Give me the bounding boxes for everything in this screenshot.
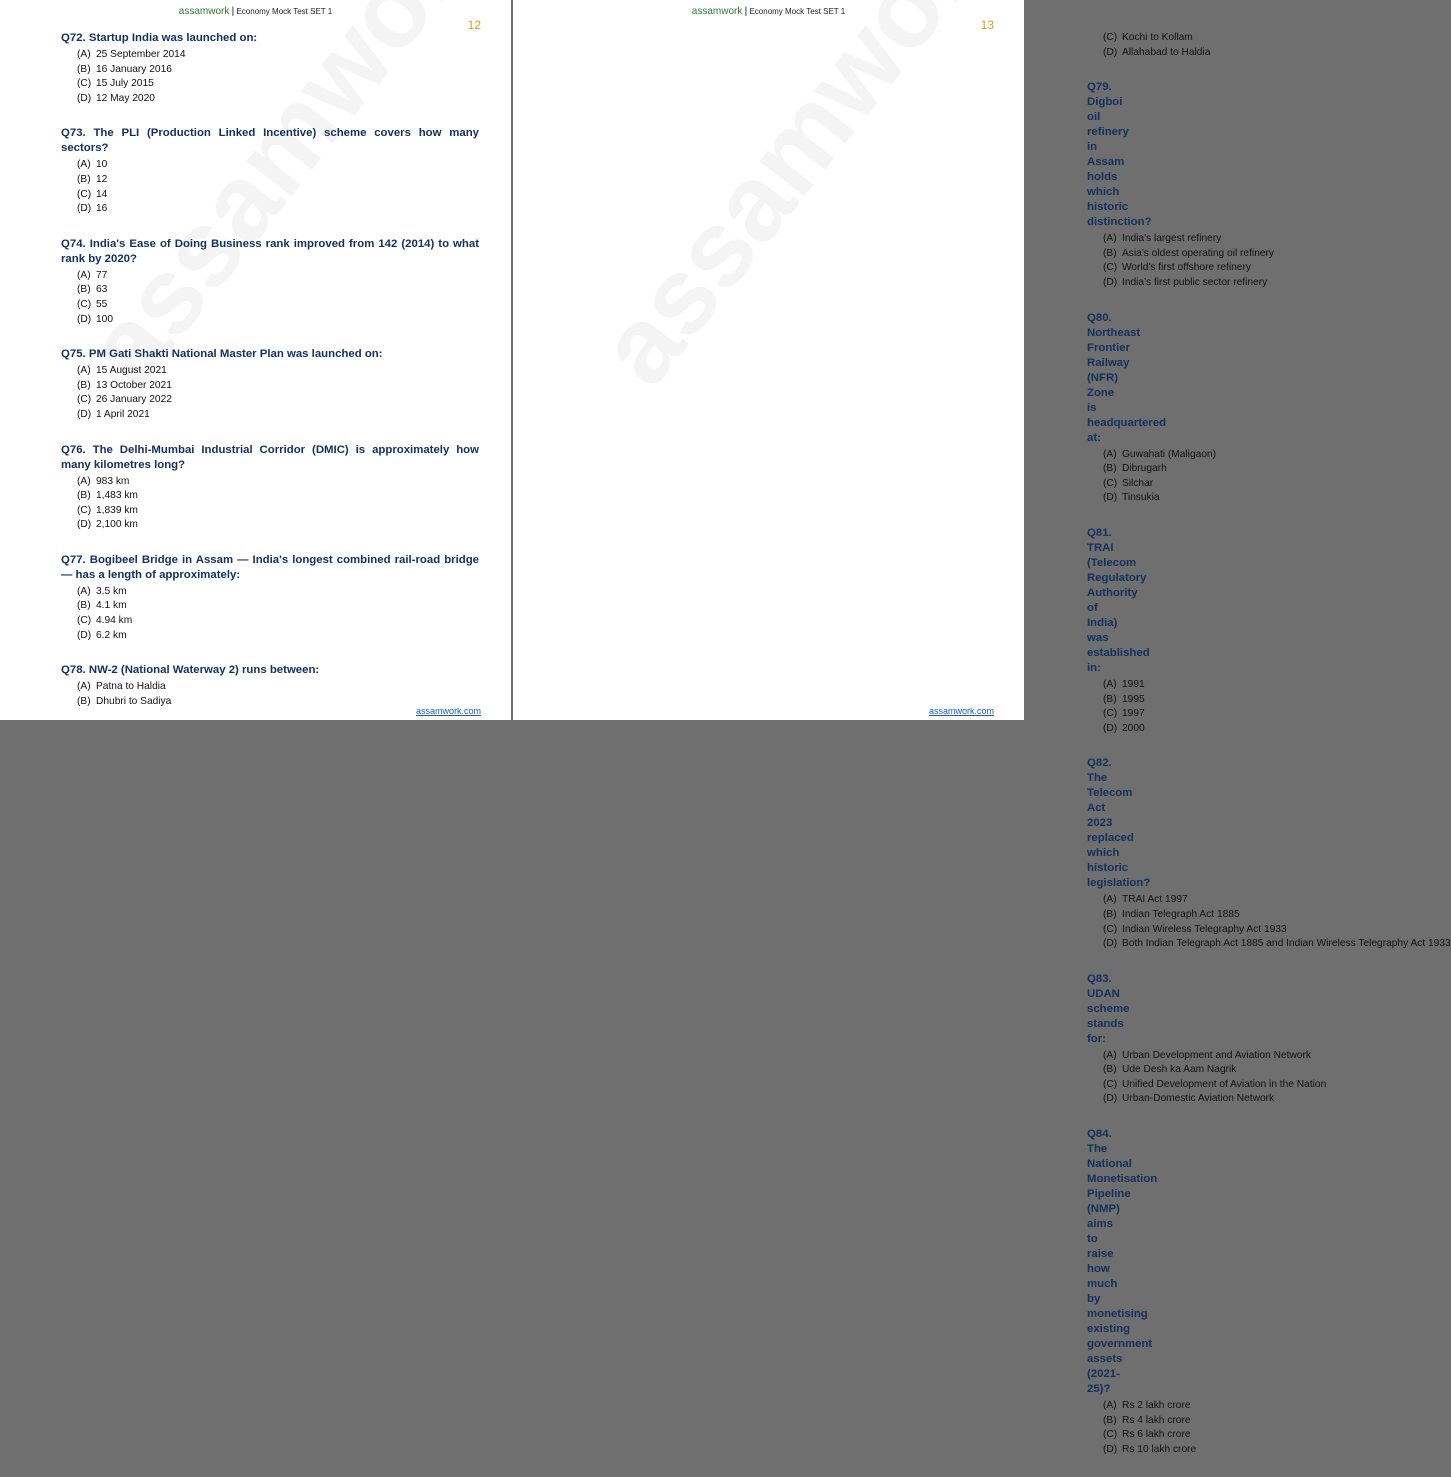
option-letter: (A) xyxy=(77,49,91,60)
option-letter: (D) xyxy=(77,313,92,325)
option-item[interactable] xyxy=(77,408,479,423)
question-block xyxy=(61,443,479,533)
footer-link[interactable]: assamwork.com xyxy=(415,706,481,716)
question-block xyxy=(61,663,479,709)
option-letter: (A) xyxy=(77,681,91,693)
option-letter: (B) xyxy=(1103,693,1117,705)
option-item[interactable] xyxy=(77,269,479,284)
option-text: 983 km xyxy=(96,475,130,487)
option-letter: (A) xyxy=(1103,1049,1117,1061)
option-text: Ude Desh ka Aam Nagrik xyxy=(1122,1064,1237,1076)
option-text: Dibrugarh xyxy=(1122,463,1167,475)
question-text: Q74. India's Ease of Doing Business rank improved from 142 (2014) to what rank by 2020? xyxy=(61,237,479,265)
option-item[interactable] xyxy=(77,518,479,533)
option-text: 26 January 2022 xyxy=(96,394,172,406)
page-header xyxy=(513,6,1024,17)
option-item[interactable] xyxy=(77,475,479,490)
option-letter: (D) xyxy=(77,629,92,641)
option-text: 100 xyxy=(96,313,113,325)
option-text: 2000 xyxy=(1122,722,1145,734)
header-subtitle: Economy Mock Test SET 1 xyxy=(749,7,846,16)
option-letter: (D) xyxy=(1103,938,1118,950)
option-text: Silchar xyxy=(1122,477,1154,489)
option-text: 25 September 2014 xyxy=(96,49,186,60)
option-text: 6.2 km xyxy=(96,629,127,641)
option-text: 2,100 km xyxy=(96,519,138,531)
option-letter: (B) xyxy=(77,695,91,707)
option-text: Guwahati (Maligaon) xyxy=(1122,448,1216,460)
option-text: 1997 xyxy=(1122,708,1145,720)
option-item[interactable] xyxy=(77,202,479,217)
option-letter: (A) xyxy=(1103,448,1117,460)
question-block xyxy=(61,553,479,643)
option-letter: (A) xyxy=(1103,894,1117,906)
option-letter: (C) xyxy=(77,504,92,516)
option-letter: (D) xyxy=(1103,1443,1118,1455)
option-letter: (C) xyxy=(77,394,92,406)
option-letter: (A) xyxy=(1103,678,1117,690)
option-letter: (A) xyxy=(77,365,91,377)
option-list xyxy=(61,48,479,106)
option-text: 3.5 km xyxy=(96,585,127,597)
option-item[interactable] xyxy=(77,489,479,504)
option-letter: (C) xyxy=(1103,1078,1118,1090)
question-text: Q77. Bogibeel Bridge in Assam — India's longest combined rail-road bridge — has a length of approximately: xyxy=(61,553,479,581)
option-item[interactable] xyxy=(77,393,479,408)
option-text: 1991 xyxy=(1122,678,1145,690)
option-letter: (C) xyxy=(77,78,92,90)
question-text: Q73. The PLI (Production Linked Incentive) scheme covers how many sectors? xyxy=(61,127,479,155)
option-item[interactable] xyxy=(77,614,479,629)
option-item[interactable] xyxy=(77,313,479,328)
option-text: Urban Development and Aviation Network xyxy=(1122,1049,1311,1061)
option-letter: (C) xyxy=(1103,262,1118,274)
option-text: 10 xyxy=(96,159,108,171)
watermark xyxy=(573,0,1034,407)
option-text: TRAI Act 1997 xyxy=(1122,894,1188,906)
option-text: 13 October 2021 xyxy=(96,379,172,391)
option-text: 63 xyxy=(96,284,108,296)
option-item[interactable] xyxy=(77,629,479,644)
footer-link[interactable]: assamwork.com xyxy=(928,706,994,716)
option-item[interactable] xyxy=(77,379,479,394)
option-letter: (B) xyxy=(1103,1414,1117,1426)
page-number: 12 xyxy=(467,18,481,32)
option-letter: (A) xyxy=(77,475,91,487)
option-letter: (C) xyxy=(1103,32,1118,43)
option-letter: (C) xyxy=(1103,708,1118,720)
option-text: Dhubri to Sadiya xyxy=(96,695,172,707)
option-item[interactable] xyxy=(77,77,479,92)
option-item[interactable] xyxy=(77,504,479,519)
header-separator: | xyxy=(231,6,235,17)
option-letter: (A) xyxy=(77,159,91,171)
option-text: 1,483 km xyxy=(96,490,138,502)
option-letter: (C) xyxy=(1103,477,1118,489)
option-text: 1,839 km xyxy=(96,504,138,516)
option-letter: (B) xyxy=(77,490,91,502)
option-letter: (B) xyxy=(77,284,91,296)
question-text: Q78. NW-2 (National Waterway 2) runs between: xyxy=(61,664,320,677)
option-text: 55 xyxy=(96,298,108,310)
option-text: Allahabad to Haldia xyxy=(1122,46,1211,58)
page-left xyxy=(0,0,511,720)
option-text: India's first public sector refinery xyxy=(1122,276,1268,288)
option-letter: (B) xyxy=(77,379,91,391)
option-item[interactable] xyxy=(77,173,479,188)
option-letter: (D) xyxy=(1103,492,1118,504)
option-letter: (B) xyxy=(1103,908,1117,920)
option-text: Rs 4 lakh crore xyxy=(1122,1414,1191,1426)
option-list xyxy=(61,269,479,327)
option-item[interactable] xyxy=(77,298,479,313)
question-text: Q72. Startup India was launched on: xyxy=(61,32,258,44)
option-text: Kochi to Kollam xyxy=(1122,32,1193,43)
option-text: Patna to Haldia xyxy=(96,681,166,693)
option-text: Tinsukia xyxy=(1122,492,1160,504)
option-letter: (B) xyxy=(1103,463,1117,475)
option-letter: (D) xyxy=(1103,46,1118,58)
option-letter: (D) xyxy=(1103,722,1118,734)
option-text: 1995 xyxy=(1122,693,1145,705)
question-text: Q75. PM Gati Shakti National Master Plan was launched on: xyxy=(61,348,383,361)
option-letter: (A) xyxy=(77,585,91,597)
question-list xyxy=(61,31,479,729)
question-block xyxy=(61,31,479,106)
option-letter: (C) xyxy=(1103,923,1118,935)
option-letter: (D) xyxy=(1103,1093,1118,1105)
option-text: 16 xyxy=(96,203,108,215)
option-text: 4.1 km xyxy=(96,600,127,612)
option-letter: (B) xyxy=(1103,1064,1117,1076)
option-letter: (A) xyxy=(1103,233,1117,245)
option-text: Indian Wireless Telegraphy Act 1933 xyxy=(1122,923,1287,935)
option-letter: (A) xyxy=(1103,1400,1117,1412)
option-list xyxy=(1087,1049,1327,1107)
option-item[interactable] xyxy=(77,599,479,614)
option-text: 12 May 2020 xyxy=(96,92,155,104)
option-text: Unified Development of Aviation in the Nation xyxy=(1122,1078,1327,1090)
option-list xyxy=(1087,1399,1197,1457)
option-list xyxy=(1087,232,1275,290)
option-list xyxy=(1087,448,1216,506)
page-header xyxy=(0,6,511,17)
option-item[interactable] xyxy=(77,585,479,600)
option-list xyxy=(1087,893,1451,951)
option-letter: (B) xyxy=(1103,247,1117,259)
option-text: World's first offshore refinery xyxy=(1122,262,1251,274)
option-item[interactable] xyxy=(77,48,479,63)
option-text: 16 January 2016 xyxy=(96,63,172,75)
option-letter: (B) xyxy=(77,173,91,185)
continued-options xyxy=(1087,31,1211,60)
option-list xyxy=(1087,678,1145,736)
option-letter: (D) xyxy=(77,92,92,104)
option-text: 15 July 2015 xyxy=(96,78,154,90)
header-separator: | xyxy=(744,6,748,17)
option-text: Both Indian Telegraph Act 1885 and Indian Wireless Telegraphy Act 1933 xyxy=(1122,938,1451,950)
option-item[interactable] xyxy=(77,364,479,379)
option-text: Asia's oldest operating oil refinery xyxy=(1122,247,1275,259)
option-list xyxy=(61,364,479,422)
page-right: assamwork | Economy Mock Test SET 1 13 (C) Kochi to Kollam (D) Allahabad to Haldia Q79. Digboi oil refinery in Assam holds which historic distinction? (A) India's largest refinery (B) Asia's oldest operating oil refinery (C) World's first offshore refinery (D) India's first public sector refinery Q80. Northeast Frontier Railway (NFR) Zone is headquartered at: (A) Guwahati (Maligaon) (B) Dibrugarh (C) Silchar (D) Tinsukia Q81. TRAI (Telecom Regulatory Authority of India) was established in: (A) 1991 (B) 1995 (C) 1997 (D) 2000 Q82. The Telecom Act 2023 replaced which historic legislation? (A) TRAI Act 1997 (B) Indian Telegraph Act 1885 (C) Indian Wireless Telegraphy Act 1933 (D) Both Indian Telegraph Act 1885 and Indian Wireless Telegraphy Act 1933 Q83. UDAN scheme stands for: (A) Urban Development and Aviation Network (B) Ude Desh ka Aam Nagrik (C) Unified Development of Aviation in the Nation (D) Urban-Domestic Aviation Network Q84. The National Monetisation Pipeline (NMP) aims to raise how much by monetising existing government assets (2021-25)? (A) Rs 2 lakh crore (B) Rs 4 lakh crore (C) Rs 6 lakh crore (D) Rs 10 lakh crore assamwork.com xyxy=(513,0,1024,720)
option-letter: (D) xyxy=(77,519,92,531)
option-letter: (C) xyxy=(77,298,92,310)
option-letter: (A) xyxy=(77,269,91,281)
header-brand: assamwork xyxy=(691,6,743,17)
option-item[interactable] xyxy=(77,63,479,78)
option-letter: (B) xyxy=(77,63,91,75)
question-block xyxy=(61,237,479,327)
option-text: Urban-Domestic Aviation Network xyxy=(1122,1093,1275,1105)
page-number: 13 xyxy=(980,18,994,32)
option-text: 15 August 2021 xyxy=(96,365,167,377)
option-letter: (B) xyxy=(77,600,91,612)
option-letter: (D) xyxy=(1103,276,1118,288)
header-subtitle: Economy Mock Test SET 1 xyxy=(236,7,333,16)
question-block xyxy=(61,126,479,216)
option-item[interactable] xyxy=(77,680,479,695)
option-list xyxy=(61,475,479,533)
option-text: India's largest refinery xyxy=(1122,233,1222,245)
option-letter: (C) xyxy=(77,188,92,200)
option-letter: (D) xyxy=(77,408,92,420)
option-text: 77 xyxy=(96,269,108,281)
option-text: Rs 2 lakh crore xyxy=(1122,1400,1191,1412)
question-text: Q76. The Delhi-Mumbai Industrial Corridor (DMIC) is approximately how many kilometres long? xyxy=(61,443,479,471)
option-item[interactable] xyxy=(77,92,479,107)
option-item[interactable] xyxy=(77,158,479,173)
option-text: Rs 10 lakh crore xyxy=(1122,1443,1197,1455)
option-text: 14 xyxy=(96,188,108,200)
option-item[interactable] xyxy=(77,283,479,298)
option-letter: (C) xyxy=(1103,1429,1118,1441)
option-text: 1 April 2021 xyxy=(96,408,150,420)
option-item[interactable] xyxy=(77,188,479,203)
question-block xyxy=(61,347,479,422)
option-list xyxy=(61,585,479,643)
option-text: Rs 6 lakh crore xyxy=(1122,1429,1191,1441)
option-text: 4.94 km xyxy=(96,615,133,627)
option-list xyxy=(61,158,479,216)
header-brand: assamwork xyxy=(178,6,230,17)
option-letter: (D) xyxy=(77,203,92,215)
option-text: 12 xyxy=(96,173,108,185)
option-letter: (C) xyxy=(77,615,92,627)
option-text: Indian Telegraph Act 1885 xyxy=(1122,908,1240,920)
